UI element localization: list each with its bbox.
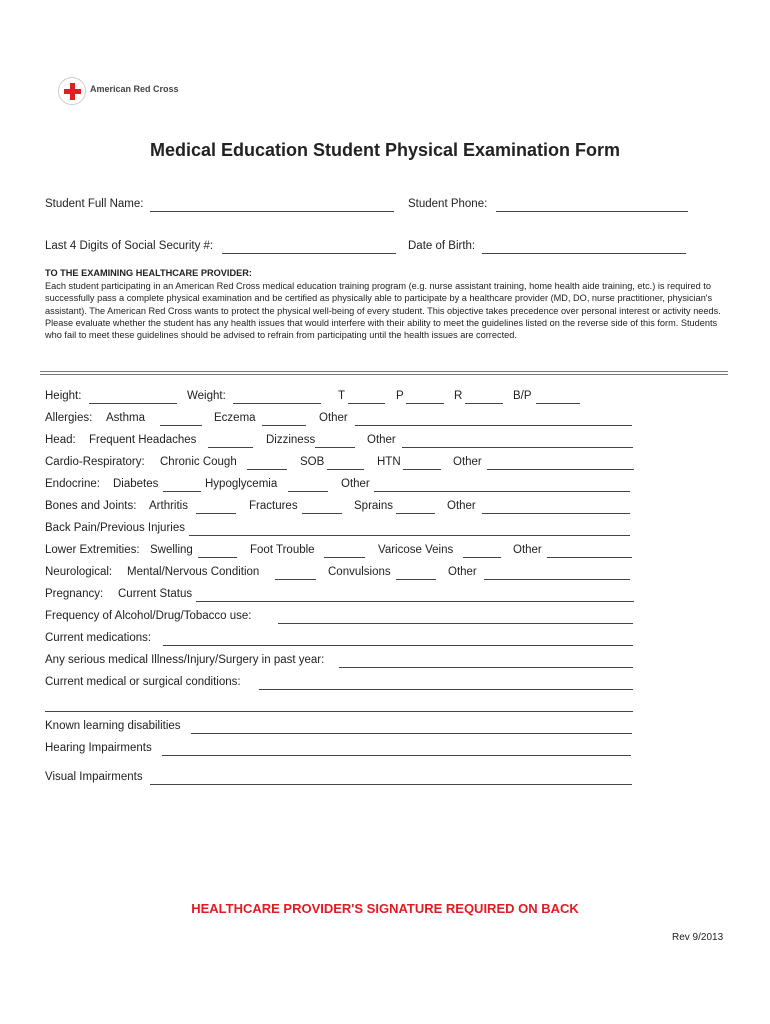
pulse-field[interactable] (406, 403, 444, 404)
student-full-name-field[interactable] (150, 211, 394, 212)
sprains-field[interactable] (396, 513, 435, 514)
lower-other-field[interactable] (547, 557, 632, 558)
fractures-label: Fractures (249, 500, 298, 512)
mental-label: Mental/Nervous Condition (127, 566, 260, 578)
student-phone-field[interactable] (496, 211, 688, 212)
back-pain-field[interactable] (189, 535, 630, 536)
foot-trouble-label: Foot Trouble (250, 544, 315, 556)
dob-label: Date of Birth: (408, 240, 476, 252)
form-title: Medical Education Student Physical Examination Form (149, 140, 621, 160)
mental-field[interactable] (275, 579, 316, 580)
height-field[interactable] (89, 403, 177, 404)
bones-other-label: Other (447, 500, 476, 512)
convulsions-field[interactable] (396, 579, 436, 580)
headaches-label: Frequent Headaches (89, 434, 197, 446)
headaches-field[interactable] (208, 447, 253, 448)
diabetes-label: Diabetes (113, 478, 159, 490)
ssn-field[interactable] (222, 253, 396, 254)
alcohol-field[interactable] (278, 623, 633, 624)
height-label: Height: (45, 390, 82, 402)
pregnancy-status-label: Current Status (118, 588, 193, 600)
signature-notice: HEALTHCARE PROVIDER'S SIGNATURE REQUIRED ON BACK (191, 901, 579, 916)
learning-field[interactable] (191, 733, 632, 734)
eczema-label: Eczema (214, 412, 256, 424)
cough-field[interactable] (247, 469, 287, 470)
hypoglycemia-field[interactable] (288, 491, 328, 492)
endocrine-other-field[interactable] (374, 491, 630, 492)
neuro-other-label: Other (448, 566, 477, 578)
respiration-field[interactable] (465, 403, 503, 404)
htn-field[interactable] (403, 469, 441, 470)
endocrine-other-label: Other (341, 478, 370, 490)
temperature-field[interactable] (348, 403, 385, 404)
htn-label: HTN (377, 456, 401, 468)
arthritis-field[interactable] (196, 513, 236, 514)
medications-label: Current medications: (45, 632, 152, 644)
weight-field[interactable] (233, 403, 321, 404)
dizziness-field[interactable] (315, 447, 355, 448)
swelling-field[interactable] (198, 557, 237, 558)
varicose-veins-label: Varicose Veins (378, 544, 454, 556)
bones-label: Bones and Joints: (45, 500, 137, 512)
cough-label: Chronic Cough (160, 456, 237, 468)
bones-other-field[interactable] (482, 513, 630, 514)
visual-field[interactable] (150, 784, 632, 785)
cardio-label: Cardio-Respiratory: (45, 456, 145, 468)
pregnancy-label: Pregnancy: (45, 588, 104, 600)
foot-trouble-field[interactable] (324, 557, 365, 558)
varicose-veins-field[interactable] (463, 557, 501, 558)
notice-body: Each student participating in an American Red Cross medical education training program (e.g. nurse assistant training, home health aide training, etc.) is required to successfully pass a complete physical examination and be certified as physically able to participate by a healthcare provider (MD, DO, nurse practitioner, physician's assistant). The American Red Cross wants to protect the physical well-being of every student. This objective takes precedence over personal interest or activity needs. Please evaluate whether the student has any health issues that would interfere with their ability to meet the guidelines listed on the reverse side of this form. Students who fail to meet these guidelines should be advised to refrain from participating until the health issues are corrected. (45, 281, 721, 341)
head-label: Head: (45, 434, 76, 446)
dizziness-label: Dizziness (266, 434, 316, 446)
conditions-continuation-field[interactable] (45, 711, 633, 712)
respiration-label: R (454, 390, 463, 402)
swelling-label: Swelling (150, 544, 193, 556)
hypoglycemia-label: Hypoglycemia (205, 478, 278, 490)
notice-heading: TO THE EXAMINING HEALTHCARE PROVIDER: (45, 268, 252, 278)
sprains-label: Sprains (354, 500, 393, 512)
blood-pressure-field[interactable] (536, 403, 580, 404)
fractures-field[interactable] (302, 513, 342, 514)
asthma-field[interactable] (160, 425, 202, 426)
sob-label: SOB (300, 456, 325, 468)
student-phone-label: Student Phone: (408, 198, 488, 210)
conditions-label: Current medical or surgical conditions: (45, 676, 241, 688)
alcohol-label: Frequency of Alcohol/Drug/Tobacco use: (45, 610, 252, 622)
medications-field[interactable] (163, 645, 633, 646)
revision-date: Rev 9/2013 (672, 932, 724, 943)
eczema-field[interactable] (262, 425, 306, 426)
asthma-label: Asthma (106, 412, 145, 424)
allergies-other-label: Other (319, 412, 348, 424)
neuro-other-field[interactable] (484, 579, 630, 580)
back-pain-label: Back Pain/Previous Injuries (45, 522, 185, 534)
red-cross-icon (64, 83, 81, 100)
section-divider (40, 371, 728, 372)
pregnancy-status-field[interactable] (196, 601, 634, 602)
dob-field[interactable] (482, 253, 686, 254)
endocrine-label: Endocrine: (45, 478, 100, 490)
conditions-field[interactable] (259, 689, 633, 690)
temperature-label: T (338, 390, 346, 402)
head-other-label: Other (367, 434, 396, 446)
neuro-label: Neurological: (45, 566, 113, 578)
illness-label: Any serious medical Illness/Injury/Surgery in past year: (45, 654, 325, 666)
convulsions-label: Convulsions (328, 566, 391, 578)
cardio-other-label: Other (453, 456, 482, 468)
cardio-other-field[interactable] (487, 469, 634, 470)
logo-badge (58, 77, 86, 105)
pulse-label: P (396, 390, 404, 402)
allergies-other-field[interactable] (355, 425, 632, 426)
arthritis-label: Arthritis (149, 500, 188, 512)
logo-text: American Red Cross (90, 84, 179, 94)
lower-other-label: Other (513, 544, 542, 556)
visual-label: Visual Impairments (45, 771, 143, 783)
sob-field[interactable] (327, 469, 364, 470)
blood-pressure-label: B/P (513, 390, 532, 402)
allergies-label: Allergies: (45, 412, 93, 424)
section-divider-inner (40, 374, 728, 375)
student-full-name-label: Student Full Name: (45, 198, 144, 210)
head-other-field[interactable] (402, 447, 633, 448)
illness-field[interactable] (339, 667, 633, 668)
ssn-label: Last 4 Digits of Social Security #: (45, 240, 214, 252)
hearing-field[interactable] (162, 755, 631, 756)
hearing-label: Hearing Impairments (45, 742, 152, 754)
weight-label: Weight: (187, 390, 226, 402)
lower-extremities-label: Lower Extremities: (45, 544, 140, 556)
diabetes-field[interactable] (163, 491, 201, 492)
learning-label: Known learning disabilities (45, 720, 181, 732)
